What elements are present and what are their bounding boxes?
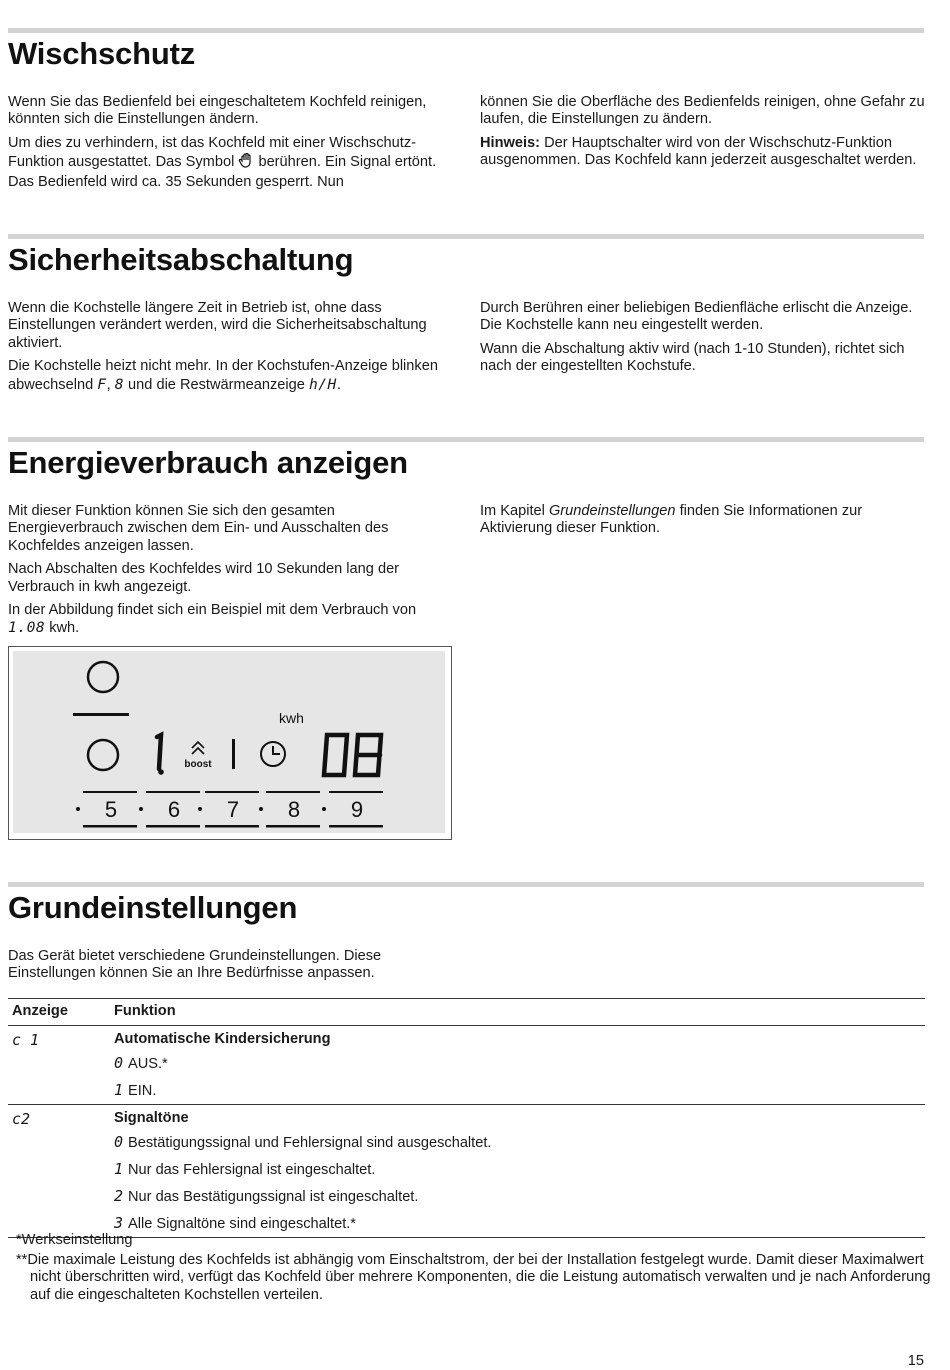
power-scale [76, 791, 383, 828]
scale-line-top [146, 791, 200, 793]
paragraph [8, 602, 454, 638]
section-divider [8, 437, 924, 442]
zone-select-icon [88, 662, 118, 692]
zone-divider-line [73, 713, 129, 716]
scale-number[interactable]: 6 [167, 797, 181, 822]
paragraph: Mit dieser Funktion können Sie sich den gesamten Energieverbrauch zwischen dem Ein- und Ausschalten des Kochfeldes anzeigen lassen. [8, 503, 389, 554]
section-divider [8, 882, 924, 887]
display-code-f: F [97, 375, 107, 393]
option-value: 0 [114, 1133, 124, 1151]
scale-number[interactable]: 5 [104, 797, 118, 822]
table-header-row [8, 999, 925, 1026]
section-divider [8, 234, 924, 239]
column-header-anzeige: Anzeige [8, 999, 110, 1026]
scale-number[interactable]: 8 [287, 797, 301, 822]
paragraph [480, 503, 926, 538]
scale-number[interactable]: 7 [226, 797, 240, 822]
section-title-grundeinstellungen: Grundeinstellungen [8, 890, 298, 925]
option-text: EIN. [128, 1083, 157, 1099]
timer-clock-icon [261, 742, 285, 766]
control-panel-drawing [13, 651, 445, 833]
settings-table [8, 998, 925, 1238]
option-text: Nur das Bestätigungssignal ist eingeschaltet. [128, 1189, 419, 1205]
scale-dot [198, 807, 202, 811]
table-row [8, 1156, 925, 1183]
period: . [336, 376, 341, 393]
table-row [8, 1183, 925, 1210]
control-panel [13, 651, 445, 833]
table-row [8, 1105, 925, 1130]
option-value: 3 [114, 1214, 124, 1232]
scale-dot [322, 807, 326, 811]
sicherheit-right-column [480, 300, 926, 382]
setting-option [110, 1050, 925, 1077]
decimal-point [158, 769, 164, 775]
scale-line-top [83, 791, 137, 793]
control-panel-illustration [8, 646, 452, 840]
section-divider [8, 28, 924, 33]
main-switch-icon [88, 740, 118, 770]
scale-dot [76, 807, 80, 811]
scale-number[interactable]: 9 [350, 797, 364, 822]
scale-line-top [329, 791, 383, 793]
paragraph: Wenn Sie das Bedienfeld bei eingeschaltetem Kochfeld reinigen, könnten sich die Einstellungen ändern. [8, 94, 427, 128]
table-row [8, 1050, 925, 1077]
scale-dot [139, 807, 143, 811]
energie-right-column [480, 503, 926, 544]
option-text: Bestätigungssignal und Fehlersignal sind ausgeschaltet. [128, 1135, 492, 1151]
option-value: 0 [114, 1054, 124, 1072]
paragraph [8, 358, 454, 394]
paragraph: Wann die Abschaltung aktiv wird (nach 1-10 Stunden), richtet sich nach der eingestellten Kochstufe. [480, 340, 905, 375]
paragraph: Durch Berühren einer beliebigen Bedienfläche erlischt die Anzeige. Die Kochstelle kann neu eingestellt werden. [480, 300, 913, 334]
hint-paragraph [480, 135, 926, 170]
text: Im Kapitel [480, 503, 545, 519]
setting-code: c2 [8, 1105, 110, 1238]
hand-symbol-icon [238, 152, 254, 173]
text: finden Sie Informationen zur Aktivierung dieser Funktion. [480, 503, 863, 537]
setting-option [110, 1183, 925, 1210]
wischschutz-right-column [480, 94, 926, 176]
column-header-funktion: Funktion [110, 999, 925, 1026]
scale-line-bottom [205, 825, 259, 828]
consumption-display [324, 735, 381, 775]
footnote-factory-setting: *Werkseinstellung [16, 1232, 133, 1248]
option-text: Alle Signaltöne sind eingeschaltet.* [128, 1216, 356, 1232]
kwh-unit-label: kwh [279, 710, 304, 726]
paragraph: Das Gerät bietet verschiedene Grundeinstellungen. Diese Einstellungen können Sie an Ihre Bedürfnisse anpassen. [8, 948, 382, 982]
setting-code: c 1 [8, 1026, 110, 1105]
chapter-reference: Grundeinstellungen [548, 503, 676, 519]
scale-dot [259, 807, 263, 811]
setting-title: Signaltöne [114, 1110, 189, 1126]
paragraph: Nach Abschalten des Kochfeldes wird 10 Sekunden lang der Verbrauch in kwh angezeigt. [8, 561, 400, 595]
display-code-h: h/H [308, 375, 337, 393]
scale-line-bottom [83, 825, 137, 828]
table-row [8, 1026, 925, 1051]
option-text: Nur das Fehlersignal ist eingeschaltet. [128, 1162, 376, 1178]
section-title-sicherheitsabschaltung: Sicherheitsabschaltung [8, 242, 354, 277]
scale-line-bottom [266, 825, 320, 828]
power-level-digit [157, 735, 161, 769]
scale-line-top [266, 791, 320, 793]
sicherheit-left-column [8, 300, 454, 400]
page-number: 15 [907, 1353, 924, 1369]
setting-option [110, 1129, 925, 1156]
text: Die Kochstelle heizt nicht mehr. In der Kochstufen-Anzeige blinken abwechselnd [8, 358, 438, 393]
paragraph: Wenn die Kochstelle längere Zeit in Betrieb ist, ohne dass Einstellungen verändert werden, wird die Sicherheitsabschaltung aktiviert. [8, 300, 427, 351]
section-title-energieverbrauch: Energieverbrauch anzeigen [8, 445, 408, 480]
energie-left-column [8, 503, 454, 644]
grund-intro [8, 948, 454, 989]
text: Um dies zu verhindern, ist das Kochfeld mit einer Wischschutz-Funktion ausgestattet. Das Symbol [8, 134, 416, 171]
text: berühren. Ein Signal ertönt. Das Bedienfeld wird ca. 35 Sekunden gesperrt. Nun [8, 154, 437, 190]
table-row [8, 1077, 925, 1105]
separator: , [106, 376, 111, 393]
vertical-separator [232, 739, 235, 769]
option-text: AUS.* [128, 1056, 168, 1072]
hint-label: Hinweis: [480, 134, 541, 151]
boost-label: boost [184, 759, 212, 770]
boost-icon [192, 742, 204, 754]
scale-line-bottom [146, 825, 200, 828]
option-value: 1 [114, 1160, 124, 1178]
table-row [8, 1129, 925, 1156]
setting-title: Automatische Kindersicherung [114, 1031, 331, 1047]
wischschutz-left-column [8, 94, 454, 197]
display-code-8: 8 [114, 375, 124, 393]
text: und die Restwärmeanzeige [128, 376, 305, 393]
text: In der Abbildung findet sich ein Beispiel mit dem Verbrauch von [8, 602, 417, 619]
unit: kwh. [49, 620, 80, 637]
display-code-consumption: 1.08 [8, 619, 46, 637]
setting-option [110, 1156, 925, 1183]
paragraph: können Sie die Oberfläche des Bedienfelds reinigen, ohne Gefahr zu laufen, die Einstellungen zu ändern. [480, 94, 925, 128]
paragraph [8, 135, 454, 191]
scale-line-bottom [329, 825, 383, 828]
scale-line-top [205, 791, 259, 793]
setting-option [110, 1077, 925, 1105]
hint-text: Der Hauptschalter wird von der Wischschutz-Funktion ausgenommen. Das Kochfeld kann jederzeit ausgeschaltet werden. [480, 134, 917, 169]
section-title-wischschutz: Wischschutz [8, 36, 195, 71]
option-value: 1 [114, 1081, 124, 1099]
footnote-max-power: **Die maximale Leistung des Kochfelds ist abhängig vom Einschaltstrom, der bei der Installation festgelegt wurde. Damit dieser Maximalwert nicht überschritten wird, verfügt das Kochfeld über mehrere Komponenten, die die Leistung automatisch verwalten und je nach Anforderung auf die eingeschalteten Kochstellen verteilen. [16, 1252, 931, 1303]
option-value: 2 [114, 1187, 124, 1205]
